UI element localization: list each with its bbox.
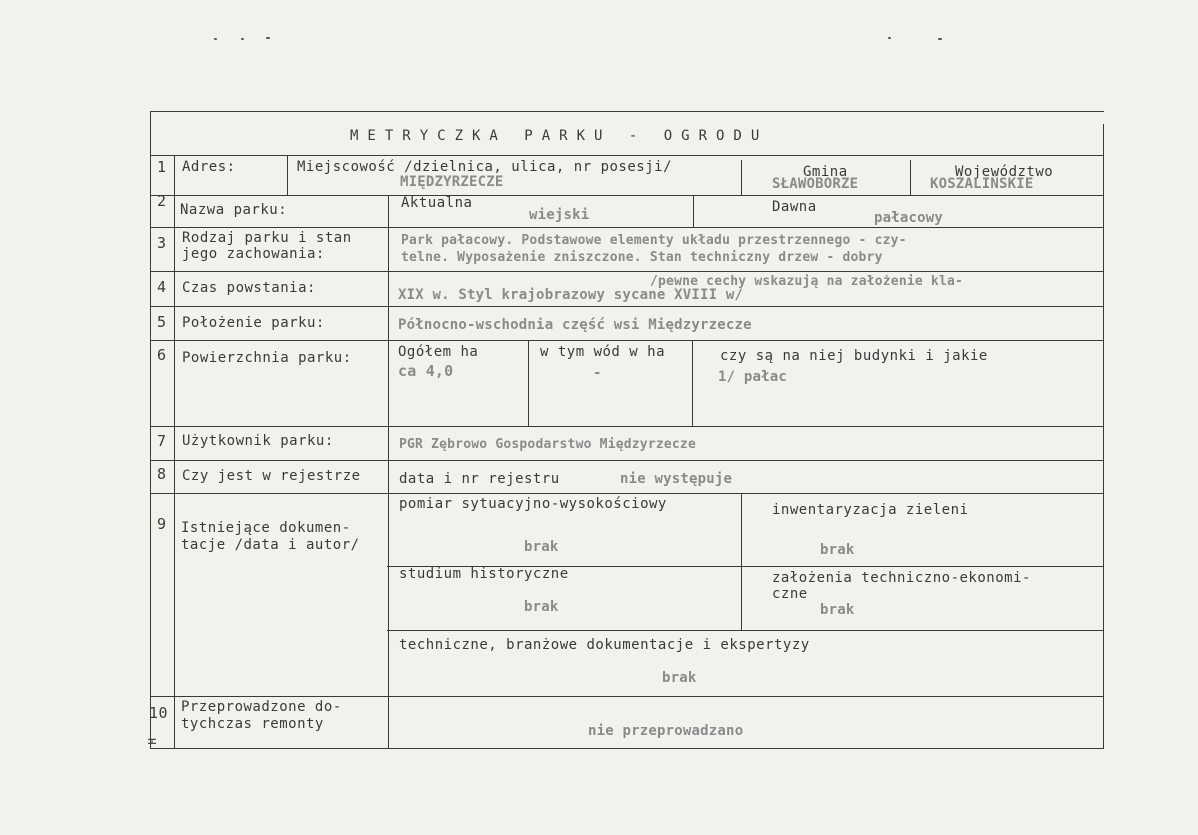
cell-rule [741, 493, 742, 630]
total-area-label: Ogółem ha [398, 344, 479, 360]
voivodeship-value: KOSZALIŃSKIE [930, 176, 1034, 192]
water-area-label: w tym wód w ha [540, 344, 666, 360]
gmina-value: SŁAWOBORZE [772, 176, 859, 192]
park-type-value: Park pałacowy. Podstawowe elementy układu przestrzennego - czy- [401, 233, 907, 248]
cell-rule [693, 195, 694, 227]
user-value: PGR Zębrowo Gospodarstwo Międzyrzecze [399, 437, 696, 452]
expertise-label: techniczne, branżowe dokumentacje i ekspertyzy [399, 637, 810, 653]
historical-study-value: brak [524, 599, 559, 615]
cell-rule [287, 155, 288, 195]
survey-label: pomiar sytuacyjno-wysokościowy [399, 496, 667, 512]
tech-econ-value: brak [820, 602, 855, 618]
cell-rule [387, 630, 1103, 631]
total-area-value: ca 4,0 [398, 362, 454, 380]
row-rule [150, 155, 1104, 156]
row-rule [150, 271, 1104, 272]
row-number: 10 [149, 704, 169, 722]
cell-rule [741, 160, 742, 195]
documentation-label: tacje /data i autor/ [181, 537, 360, 553]
row-number: 8 [157, 465, 167, 483]
row-number: 3 [157, 234, 167, 252]
cell-rule [910, 160, 911, 195]
park-type-value: telne. Wyposażenie zniszczone. Stan techniczny drzew - dobry [401, 250, 883, 265]
creation-time-label: Czas powstania: [182, 280, 316, 296]
survey-value: brak [524, 539, 559, 555]
number-column-rule [174, 155, 175, 748]
row-number-mark: H [145, 737, 159, 746]
frame-top [150, 111, 1104, 112]
frame-right [1103, 124, 1104, 748]
buildings-label: czy są na niej budynki i jakie [720, 348, 988, 364]
buildings-value: 1/ pałac [718, 369, 788, 385]
cell-rule [528, 340, 529, 426]
renovations-label: tychczas remonty [181, 716, 324, 732]
row-rule [150, 227, 1104, 228]
row-rule [150, 195, 1104, 196]
row-number: 4 [157, 278, 167, 296]
address-label: Adres: [182, 159, 236, 175]
row-rule [150, 340, 1104, 341]
row-number: 9 [157, 515, 167, 533]
renovations-value: nie przeprowadzano [588, 723, 744, 739]
documentation-label: Istniejące dokumen- [181, 520, 351, 536]
row-number: 6 [157, 346, 167, 364]
row-rule [150, 460, 1104, 461]
frame-bottom [150, 748, 1104, 749]
gmina-label: Gmina [803, 164, 848, 180]
row-number: 5 [157, 313, 167, 331]
renovations-label: Przeprowadzone do- [181, 699, 342, 715]
row-rule [150, 493, 1104, 494]
current-name-label: Aktualna [401, 195, 473, 211]
area-label: Powierzchnia parku: [182, 350, 352, 366]
row-number: 1 [157, 158, 167, 176]
creation-time-value: XIX w. Styl krajobrazowy sycane XVIII w/ [398, 287, 744, 303]
register-date-label: data i nr rejestru [399, 471, 560, 487]
tech-econ-label: czne [772, 586, 808, 602]
register-label: Czy jest w rejestrze [182, 468, 361, 484]
tech-econ-label: założenia techniczno-ekonomi- [772, 570, 1031, 586]
expertise-value: brak [662, 670, 697, 686]
park-type-label: Rodzaj parku i stan [182, 230, 352, 246]
voivodeship-label: Województwo [955, 164, 1054, 180]
locality-value: MIĘDZYRZECZE [400, 174, 504, 190]
water-area-value: - [593, 365, 602, 381]
location-value: Północno-wschodnia część wsi Międzyrzecze [398, 317, 752, 333]
card-title: METRYCZKA PARKU - OGRODU [350, 128, 769, 144]
row-number: 2 [157, 192, 167, 210]
former-name-label: Dawna [772, 199, 817, 215]
current-name-value: wiejski [529, 207, 590, 223]
cell-rule [692, 340, 693, 426]
creation-time-note: /pewne cechy wskazują na założenie kla- [650, 274, 964, 289]
register-value: nie występuje [620, 471, 733, 487]
frame-left [150, 111, 151, 748]
historical-study-label: studium historyczne [399, 566, 569, 582]
location-label: Położenie parku: [182, 315, 325, 331]
locality-subheader: Miejscowość /dzielnica, ulica, nr posesji/ [297, 159, 673, 175]
row-rule [150, 426, 1104, 427]
greenery-inventory-label: inwentaryzacja zieleni [772, 502, 969, 518]
greenery-inventory-value: brak [820, 542, 855, 558]
park-type-label: jego zachowania: [182, 246, 325, 262]
label-value-rule [388, 195, 389, 748]
former-name-value: pałacowy [874, 210, 944, 226]
user-label: Użytkownik parku: [182, 433, 334, 449]
row-rule [150, 306, 1104, 307]
row-rule [150, 696, 1104, 697]
park-name-label: Nazwa parku: [180, 202, 288, 218]
row-number: 7 [157, 432, 167, 450]
